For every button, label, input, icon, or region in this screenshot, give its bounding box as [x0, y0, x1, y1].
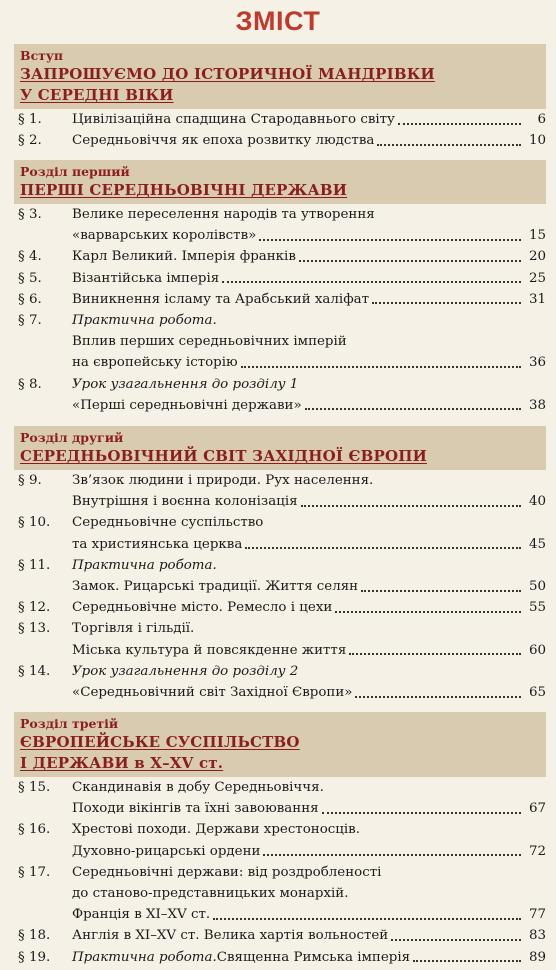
toc-entry-line — [14, 640, 546, 661]
dot-leader — [361, 590, 521, 592]
page-number: 65 — [528, 685, 546, 701]
dot-leader — [372, 302, 521, 304]
dot-leader — [413, 960, 521, 962]
dot-leader — [322, 812, 521, 814]
paragraph-number: § 10. — [18, 515, 51, 531]
section-header — [14, 426, 546, 470]
entry-text: Вплив перших середньовічних імперій — [72, 334, 347, 350]
dot-leader — [335, 611, 521, 613]
entry-text: Походи вікінгів та їхні завоювання — [72, 801, 319, 817]
toc-entry-line — [14, 225, 546, 246]
section-label: Розділ третій — [20, 716, 119, 731]
section-title: ЗАПРОШУЄМО ДО ІСТОРИЧНОЇ МАНДРІВКИ — [20, 65, 435, 83]
dot-leader — [245, 547, 521, 549]
entry-text: Урок узагальнення до розділу 1 — [72, 376, 299, 392]
dot-leader — [355, 696, 521, 698]
page-title: ЗМІСТ — [235, 6, 321, 36]
toc-entry-line — [14, 470, 546, 491]
dot-leader — [241, 366, 521, 368]
toc-entry-line — [14, 883, 546, 904]
entry-text: Середньовічні держави: від роздробленості — [72, 864, 382, 880]
paragraph-number: § 9. — [18, 473, 42, 488]
toc-entry-line — [14, 374, 546, 395]
entry-text: до станово-представницьких монархій. — [72, 886, 349, 902]
page-number: 89 — [528, 949, 546, 965]
page-number: 67 — [528, 801, 546, 817]
entry-text: Хрестові походи. Держави хрестоносців. — [72, 822, 360, 838]
entry-text: Цивілізаційна спадщина Стародавнього світу — [72, 112, 395, 127]
toc-entry-line — [14, 352, 546, 373]
entry-text: Середньовічне суспільство — [72, 515, 264, 531]
toc-entry[interactable] — [14, 862, 546, 926]
entry-text: Практична робота. — [72, 557, 217, 573]
dot-leader — [222, 281, 521, 283]
page-number: 60 — [528, 642, 546, 658]
page-number: 10 — [528, 133, 546, 149]
paragraph-number: § 19. — [18, 949, 51, 965]
toc-entry-line — [14, 576, 546, 597]
entry-text: Англія в ХІ–ХV ст. Велика хартія вольностей — [72, 928, 389, 944]
section-label: Вступ — [20, 48, 64, 63]
toc-entry-line — [14, 246, 546, 267]
toc-entry-line — [14, 204, 546, 225]
page-number: 55 — [528, 600, 546, 616]
toc-entry-line — [14, 862, 546, 883]
entry-text: «варварських королівств» — [72, 228, 257, 244]
page-number: 50 — [528, 579, 546, 595]
dot-leader — [391, 939, 521, 941]
page-number: 77 — [528, 907, 546, 923]
toc-entry-line — [14, 109, 546, 130]
dot-leader — [301, 505, 521, 507]
toc-entry-line — [14, 289, 546, 310]
toc-entry-line — [14, 395, 546, 416]
entry-text: Практична робота. — [72, 949, 217, 965]
section-header — [14, 712, 546, 777]
toc-entry-line — [14, 947, 546, 968]
toc-entry[interactable] — [14, 130, 546, 151]
toc-entry-line — [14, 597, 546, 618]
toc-entry[interactable] — [14, 204, 546, 246]
dot-leader — [263, 854, 521, 856]
section-title: СЕРЕДНЬОВІЧНИЙ СВІТ ЗАХІДНОЇ ЄВРОПИ — [20, 447, 427, 465]
toc-entry[interactable] — [14, 268, 546, 289]
entry-text: Міська культура й повсякденне життя — [72, 642, 347, 658]
paragraph-number: § 4. — [18, 249, 42, 265]
paragraph-number: § 8. — [18, 376, 42, 392]
page-number: 6 — [537, 112, 546, 127]
paragraph-number: § 12. — [18, 600, 51, 616]
page-number: 15 — [528, 228, 546, 244]
entry-text: Середньовічне місто. Ремесло і цехи — [72, 600, 333, 616]
section-label: Розділ другий — [20, 430, 124, 445]
toc-section — [0, 160, 556, 416]
page-number: 45 — [528, 536, 546, 552]
entry-text: «Середньовічний світ Західної Європи» — [72, 685, 353, 701]
toc-section — [0, 426, 556, 703]
toc-entry[interactable] — [14, 661, 546, 703]
toc-entry[interactable] — [14, 310, 546, 374]
paragraph-number: § 6. — [18, 291, 42, 307]
entry-text: Середньовіччя як епоха розвитку людства — [72, 133, 375, 149]
page-number: 38 — [528, 397, 546, 413]
toc-entry[interactable] — [14, 289, 546, 310]
paragraph-number: § 3. — [18, 207, 42, 222]
toc-entry-line — [14, 904, 546, 925]
entry-text: Урок узагальнення до розділу 2 — [72, 663, 299, 679]
paragraph-number: § 16. — [18, 822, 51, 838]
toc-entry[interactable] — [14, 109, 546, 130]
entry-text: Священна Римська імперія — [216, 949, 411, 965]
entry-text: Духовно-рицарські ордени — [72, 843, 261, 859]
toc-entry-line — [14, 310, 546, 331]
toc-entry-line — [14, 618, 546, 639]
toc-entry[interactable] — [14, 597, 546, 618]
toc-entry[interactable] — [14, 819, 546, 861]
section-title: ПЕРШІ СЕРЕДНЬОВІЧНІ ДЕРЖАВИ — [20, 181, 348, 199]
toc-entry[interactable] — [14, 777, 546, 819]
toc-entry[interactable] — [14, 925, 546, 946]
entry-text: та християнська церква — [72, 536, 243, 552]
paragraph-number: § 1. — [18, 112, 42, 127]
page-number: 72 — [528, 843, 546, 859]
page-number: 40 — [528, 494, 546, 510]
toc-section — [0, 712, 556, 968]
toc-entry-line — [14, 491, 546, 512]
dot-leader — [305, 408, 521, 410]
toc-entry[interactable] — [14, 374, 546, 416]
entry-text: Франція в ХІ–ХV ст. — [72, 907, 211, 923]
section-title: У СЕРЕДНІ ВІКИ — [20, 86, 174, 104]
toc-entry-line — [14, 841, 546, 862]
toc-entry-line — [14, 819, 546, 840]
section-label: Розділ перший — [20, 164, 130, 179]
section-header — [14, 44, 546, 109]
entry-text: Виникнення ісламу та Арабський халіфат — [72, 291, 370, 307]
toc-entry[interactable] — [14, 470, 546, 512]
paragraph-number: § 15. — [18, 780, 51, 795]
toc-entry[interactable] — [14, 947, 546, 968]
entry-text: Торгівля і гільдії. — [72, 621, 195, 637]
toc-entry[interactable] — [14, 512, 546, 554]
dot-leader — [259, 239, 521, 241]
toc-entry[interactable] — [14, 555, 546, 597]
paragraph-number: § 18. — [18, 928, 51, 944]
entry-text: «Перші середньовічні держави» — [72, 397, 302, 413]
toc-entry-line — [14, 512, 546, 533]
dot-leader — [299, 260, 521, 262]
dot-leader — [398, 123, 521, 125]
paragraph-number: § 5. — [18, 270, 42, 286]
toc-entry-line — [14, 661, 546, 682]
toc-entry-line — [14, 331, 546, 352]
toc-entry-line — [14, 798, 546, 819]
paragraph-number: § 7. — [18, 313, 42, 329]
entry-text: Скандинавія в добу Середньовіччя. — [72, 780, 324, 795]
dot-leader — [377, 144, 521, 146]
toc-section — [0, 44, 556, 151]
dot-leader — [349, 653, 521, 655]
page-number: 36 — [528, 355, 546, 371]
section-header — [14, 160, 546, 204]
entry-text: Внутрішня і воєнна колонізація — [72, 494, 298, 510]
paragraph-number: § 2. — [18, 133, 42, 149]
toc-entry-line — [14, 925, 546, 946]
toc-entry-line — [14, 268, 546, 289]
toc-entry[interactable] — [14, 246, 546, 267]
toc-entry-line — [14, 682, 546, 703]
page-number: 25 — [528, 270, 546, 286]
entry-text: Замок. Рицарські традиції. Життя селян — [72, 579, 359, 595]
toc-entry[interactable] — [14, 618, 546, 660]
toc-entry-line — [14, 130, 546, 151]
entry-text: Візантійська імперія — [72, 270, 220, 286]
page-number: 83 — [528, 928, 546, 944]
entry-text: Карл Великий. Імперія франків — [72, 249, 296, 265]
entry-text: Велике переселення народів та утворення — [72, 207, 375, 222]
dot-leader — [213, 918, 521, 920]
section-title: І ДЕРЖАВИ в Х–ХV ст. — [20, 754, 224, 772]
section-title: ЄВРОПЕЙСЬКЕ СУСПІЛЬСТВО — [20, 733, 300, 751]
paragraph-number: § 17. — [18, 864, 51, 880]
paragraph-number: § 14. — [18, 663, 51, 679]
paragraph-number: § 13. — [18, 621, 51, 637]
toc-entry-line — [14, 777, 546, 798]
toc-entry-line — [14, 534, 546, 555]
toc-entry-line — [14, 555, 546, 576]
page-number: 31 — [528, 291, 546, 307]
entry-text: на європейську історію — [72, 355, 238, 371]
page-number: 20 — [528, 249, 546, 265]
entry-text: Зв’язок людини і природи. Рух населення. — [72, 473, 374, 488]
entry-text: Практична робота. — [72, 313, 217, 329]
paragraph-number: § 11. — [18, 557, 51, 573]
